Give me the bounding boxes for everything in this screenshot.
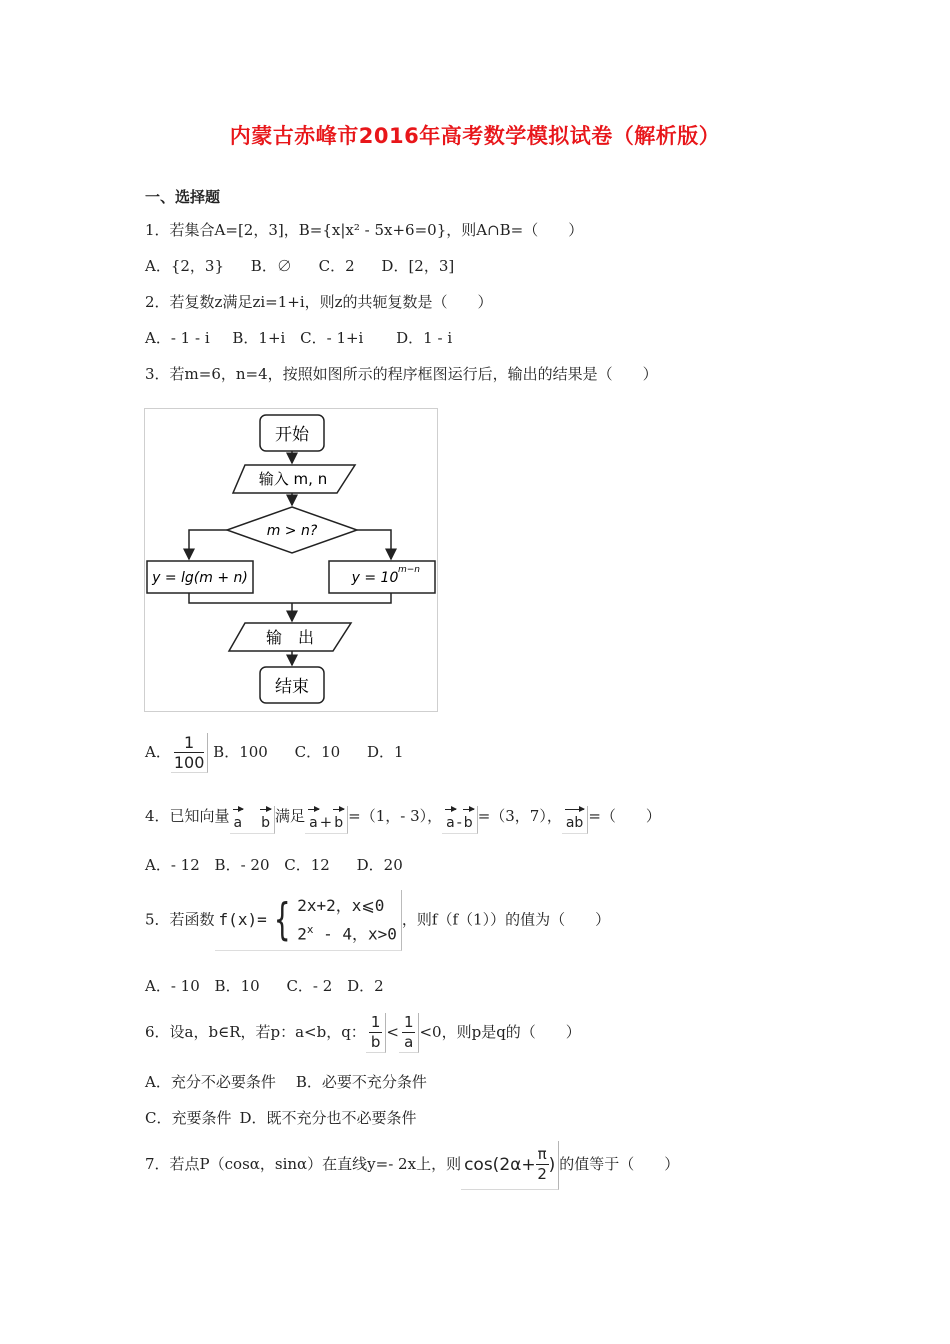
q5-tail: ，则f（f（1））的值为（ ） <box>401 910 611 929</box>
q7-pi-over-2 <box>536 1145 549 1184</box>
q3-option-a-numerator: 1 <box>174 733 205 753</box>
q2-option-b: B．1+i <box>232 329 286 347</box>
question-5-options <box>145 976 406 996</box>
q5-option-b: B．10 <box>214 977 260 995</box>
q4-option-a: A．- 12 <box>145 856 200 874</box>
q4-prefix: 4．已知向量 <box>145 807 230 825</box>
flow-start-label: 开始 <box>275 425 309 445</box>
vector-a-diff: a <box>446 815 455 831</box>
q5-cases <box>297 894 397 946</box>
q5-fx: f(x)= <box>218 910 267 929</box>
q6-fraction-1-over-a <box>399 1013 420 1053</box>
q7-prefix: 7．若点P（cosα，sinα）在直线y=- 2x上，则 <box>145 1155 462 1173</box>
q6-f1-denominator: b <box>370 1033 381 1051</box>
q7-cos-expression <box>461 1141 559 1190</box>
question-6-stem <box>145 1010 581 1054</box>
q3-option-d: D．1 <box>366 743 404 761</box>
flow-end-label: 结束 <box>275 677 309 697</box>
q6-f2-denominator: a <box>404 1033 414 1051</box>
q4-eq2: =（3，7）， <box>477 807 562 825</box>
question-7-stem <box>145 1140 679 1190</box>
section-heading: 一、选择题 <box>145 188 221 206</box>
flow-right-label: y = 10 <box>351 570 399 586</box>
q4-eq1: =（1，- 3）， <box>348 807 443 825</box>
vector-b: b <box>261 815 271 831</box>
brace-icon: { <box>274 894 290 945</box>
q6-prefix: 6．设a，b∈R，若p：a<b，q： <box>145 1023 366 1041</box>
q5-case-2-base: 2 <box>297 924 307 944</box>
vector-a: a <box>233 815 243 831</box>
question-2-stem: 2．若复数z满足zi=1+i，则z的共轭复数是（ ） <box>145 293 493 311</box>
q5-case-2-exponent: x <box>306 922 314 936</box>
q7-two: 2 <box>537 1165 547 1183</box>
q6-option-d: D．既不充分也不必要条件 <box>239 1109 417 1127</box>
question-1-stem: 1．若集合A=[2，3]，B={x|x² - 5x+6=0}，则A∩B=（ ） <box>145 221 584 239</box>
q6-f1-numerator: 1 <box>370 1013 381 1031</box>
question-3-options <box>145 732 426 773</box>
flowchart <box>144 408 438 712</box>
q1-option-b: B．∅ <box>250 257 292 275</box>
q5-case-2 <box>297 918 397 946</box>
vector-b-diff: b <box>463 815 473 831</box>
q7-pi: π <box>537 1145 547 1163</box>
q1-option-a: A．{2，3} <box>145 257 225 275</box>
q6-less-than: < <box>386 1023 399 1041</box>
q7-expr-post: ) <box>548 1154 556 1175</box>
question-4-stem <box>145 806 661 834</box>
q4-vector-dot <box>562 806 588 834</box>
q4-minus: - <box>456 813 462 831</box>
q5-option-d: D．2 <box>347 977 384 995</box>
q4-vector-diff <box>442 806 478 834</box>
q5-option-a: A．- 10 <box>145 977 200 995</box>
vector-b-sum: b <box>334 815 344 831</box>
q5-prefix: 5．若函数 <box>145 910 215 929</box>
question-6-options-row-1 <box>145 1072 427 1092</box>
question-2-options <box>145 328 462 348</box>
q5-case-1: 2x+2，x⩽0 <box>297 895 385 915</box>
q7-tail: 的值等于（ ） <box>559 1155 680 1173</box>
q3-option-a-denominator: 100 <box>173 753 205 772</box>
q1-option-c: C．2 <box>318 257 355 275</box>
flow-condition-label: m > n? <box>266 523 318 539</box>
question-1-options <box>145 256 476 276</box>
q4-option-b: B．- 20 <box>214 856 270 874</box>
q4-plus: + <box>319 813 333 831</box>
q6-option-b: B．必要不充分条件 <box>295 1073 427 1091</box>
q6-f2-numerator: 1 <box>403 1013 414 1031</box>
q4-vectors-ab <box>230 806 276 834</box>
q4-satisfy: 满足 <box>275 807 306 825</box>
flow-left-label: y = lg(m + n) <box>152 570 248 586</box>
q3-option-c: C．10 <box>294 743 341 761</box>
q7-expr-pre: cos(2α+ <box>464 1154 536 1175</box>
question-6-options-row-2 <box>145 1108 417 1128</box>
q1-option-d: D．[2，3] <box>381 257 455 275</box>
q4-option-d: D．20 <box>356 856 403 874</box>
vector-ab: ab <box>565 815 584 831</box>
q2-option-c: C．- 1+i <box>300 329 364 347</box>
question-3-stem: 3．若m=6，n=4，按照如图所示的程序框图运行后，输出的结果是（ ） <box>145 365 658 383</box>
q3-option-a-fraction <box>171 733 209 773</box>
question-4-options <box>145 855 425 875</box>
q5-piecewise-function <box>215 890 402 951</box>
q4-option-c: C．12 <box>284 856 330 874</box>
q6-fraction-1-over-b <box>366 1013 387 1053</box>
q2-option-a: A．- 1 - i <box>145 329 210 347</box>
question-5-stem <box>145 890 610 951</box>
q6-tail: <0，则p是q的（ ） <box>419 1023 581 1041</box>
page-title: 内蒙古赤峰市2016年高考数学模拟试卷（解析版） <box>229 124 721 148</box>
q5-option-c: C．- 2 <box>286 977 333 995</box>
vector-a-sum: a <box>309 815 318 831</box>
q5-case-2-rest: - 4，x>0 <box>313 924 397 944</box>
q4-tail: =（ ） <box>588 807 661 825</box>
q4-vector-sum <box>305 806 348 834</box>
flow-right-exponent: m−n <box>397 565 421 575</box>
q2-option-d: D．1 - i <box>396 329 453 347</box>
q3-option-a-label: A． <box>145 743 171 761</box>
flow-output-label: 输 出 <box>265 628 315 647</box>
q6-option-c: C．充要条件 <box>145 1109 232 1127</box>
q6-option-a: A．充分不必要条件 <box>145 1073 276 1091</box>
q3-option-b: B．100 <box>213 743 268 761</box>
flow-input-label: 输入 m, n <box>258 470 328 488</box>
